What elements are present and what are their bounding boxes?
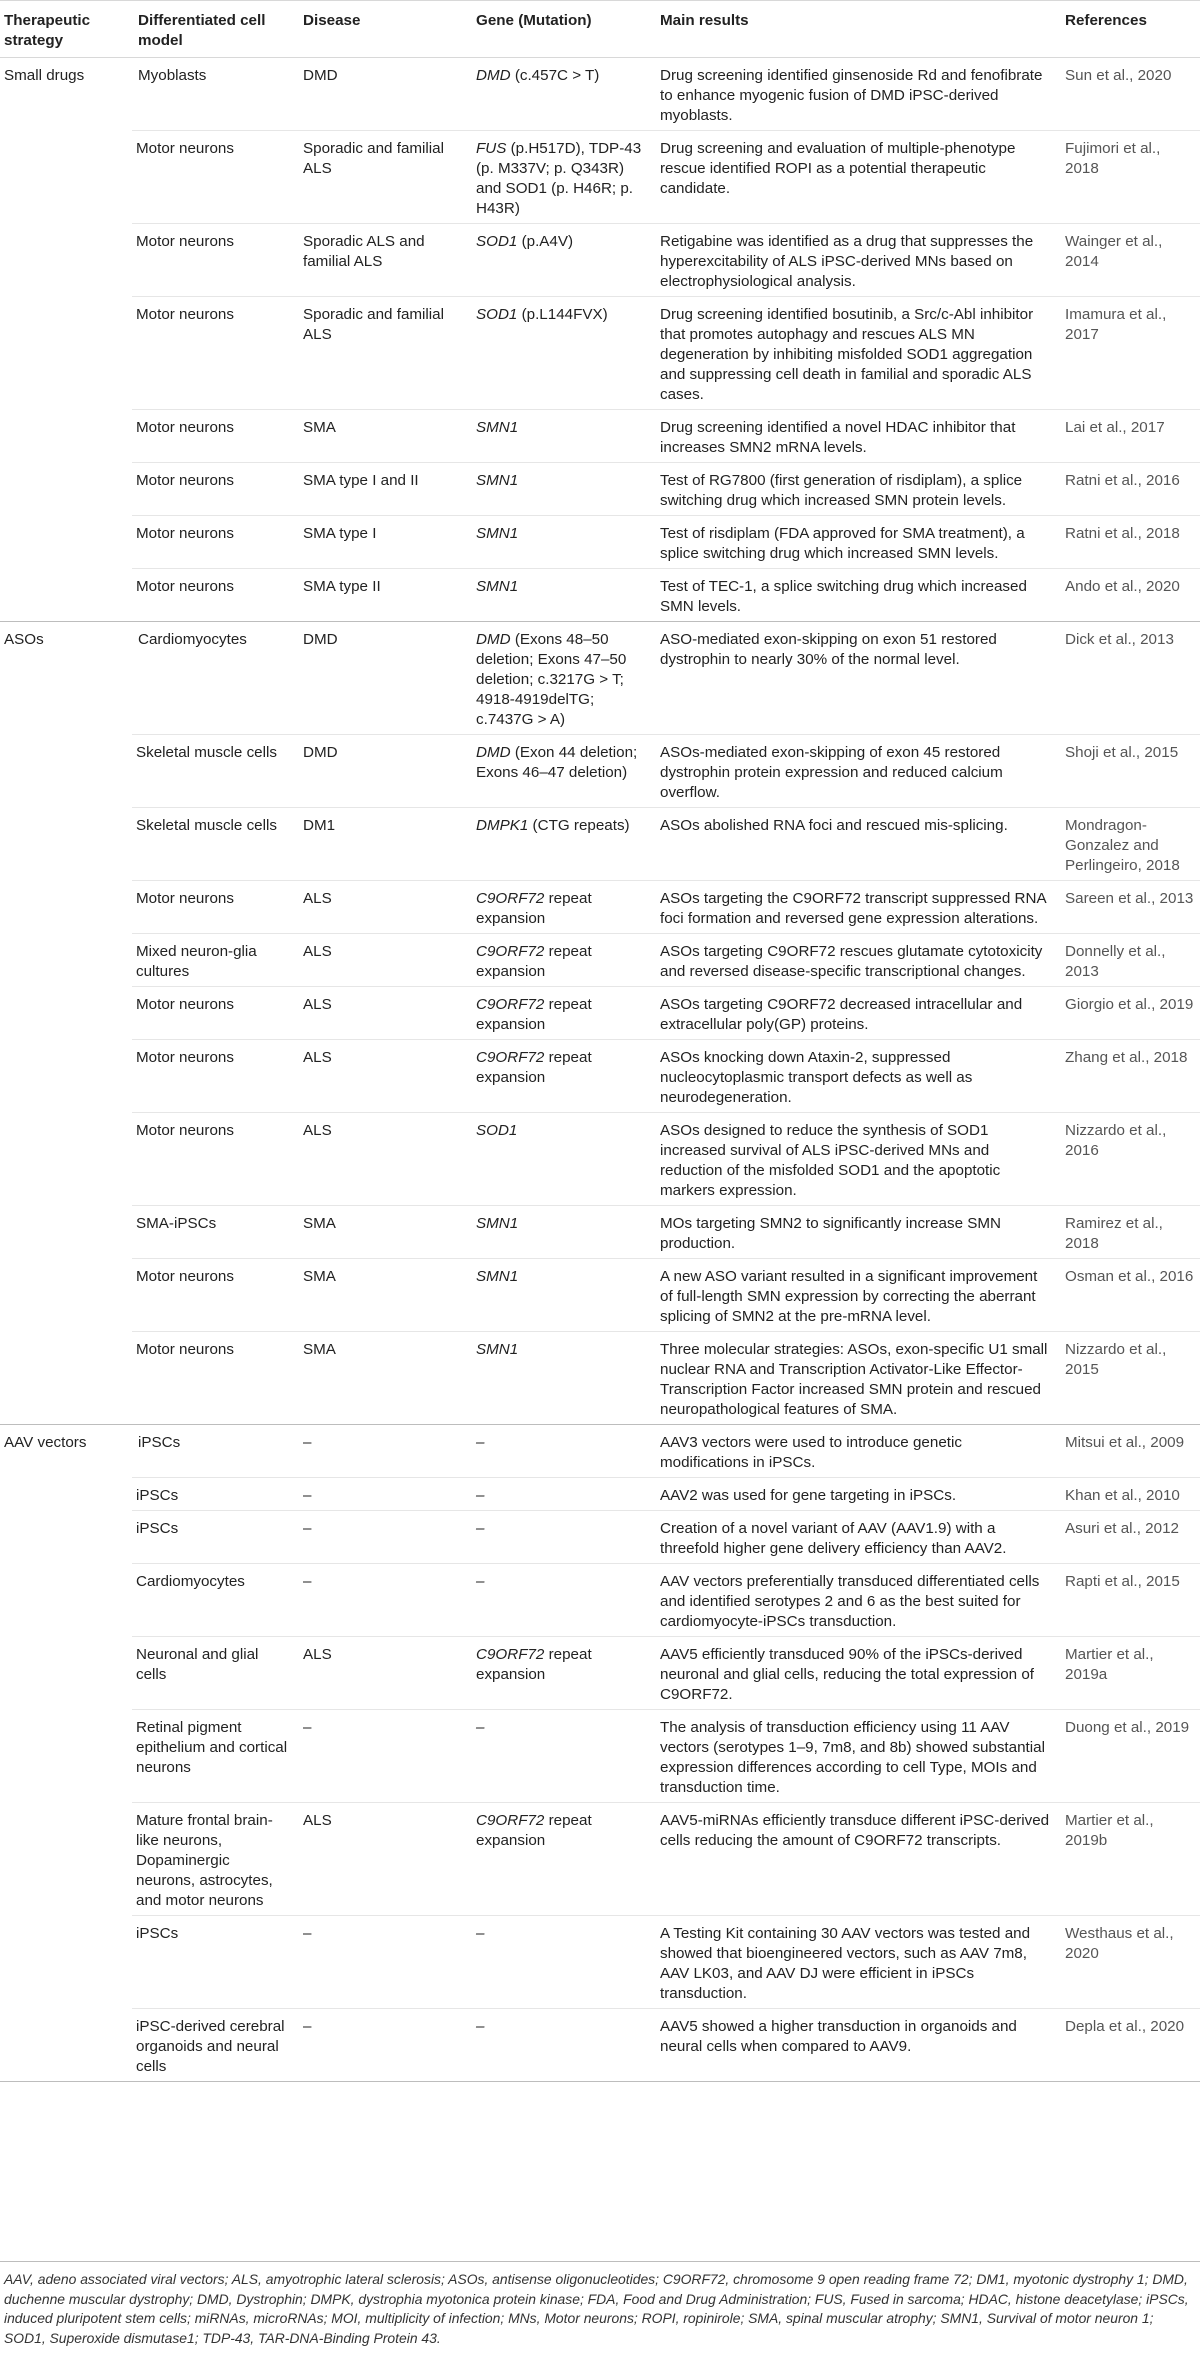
- cell-model-cell: Skeletal muscle cells: [132, 808, 297, 881]
- cell-model-cell: Motor neurons: [132, 1113, 297, 1206]
- result-cell: MOs targeting SMN2 to significantly increase SMN production.: [654, 1206, 1059, 1259]
- disease-cell: –: [297, 1564, 470, 1637]
- table-row: [0, 1040, 1200, 1113]
- gene-cell: [470, 410, 654, 463]
- reference-cell: Imamura et al., 2017: [1059, 297, 1200, 410]
- gene-mutation: repeat expansion: [476, 1646, 592, 1683]
- disease-cell: DMD: [297, 58, 470, 131]
- gene-cell: [470, 1113, 654, 1206]
- gene-name: C9ORF72: [476, 943, 545, 960]
- gene-name: C9ORF72: [476, 1646, 545, 1663]
- header-results: Main results: [654, 1, 1059, 58]
- gene-cell: [470, 569, 654, 622]
- gene-cell: [470, 516, 654, 569]
- table-footnote: AAV, adeno associated viral vectors; ALS, amyotrophic lateral sclerosis; ASOs, antisense oligonucleotides; C9ORF72, chromosome 9 open reading frame 72; DM1, myotonic dystrophy 1; DMD, duchenne muscular dystrophy; DMD, Dystrophin; DMPK, dystrophia myotonica protein kinase; FDA, Food and Drug Administration; FUS, Fused in sarcoma; HDAC, histone deacetylase; iPSCs, induced pluripotent stem cells; miRNAs, microRNAs; MOI, multiplicity of infection; MNs, Motor neurons; ROPI, ropinirole; SMA, spinal muscular atrophy; SMN1, Survival of motor neuron 1; SOD1, Superoxide dismutase1; TDP-43, TAR-DNA-Binding Protein 43.: [0, 2261, 1200, 2348]
- cell-model-cell: Motor neurons: [132, 987, 297, 1040]
- cell-model-cell: Motor neurons: [132, 410, 297, 463]
- disease-cell: ALS: [297, 987, 470, 1040]
- result-cell: A Testing Kit containing 30 AAV vectors was tested and showed that bioengineered vectors, such as AAV 7m8, AAV LK03, and AAV DJ were efficient in iPSCs transduction.: [654, 1916, 1059, 2009]
- reference-cell: Sun et al., 2020: [1059, 58, 1200, 131]
- gene-name: SMN1: [476, 1268, 519, 1285]
- reference-cell: Ando et al., 2020: [1059, 569, 1200, 622]
- reference-cell: Nizzardo et al., 2016: [1059, 1113, 1200, 1206]
- cell-model-cell: Cardiomyocytes: [132, 622, 297, 735]
- gene-mutation: repeat expansion: [476, 1049, 592, 1086]
- result-cell: Creation of a novel variant of AAV (AAV1.9) with a threefold higher gene delivery efficiency than AAV2.: [654, 1511, 1059, 1564]
- cell-model-cell: Motor neurons: [132, 516, 297, 569]
- gene-mutation: repeat expansion: [476, 890, 592, 927]
- reference-cell: Ramirez et al., 2018: [1059, 1206, 1200, 1259]
- cell-model-cell: SMA-iPSCs: [132, 1206, 297, 1259]
- gene-cell: [470, 987, 654, 1040]
- gene-name: C9ORF72: [476, 996, 545, 1013]
- gene-name: –: [476, 1487, 485, 1504]
- header-references: References: [1059, 1, 1200, 58]
- reference-cell: Martier et al., 2019a: [1059, 1637, 1200, 1710]
- result-cell: Drug screening and evaluation of multiple-phenotype rescue identified ROPI as a potential therapeutic candidate.: [654, 131, 1059, 224]
- header-cell-model: Differentiated cell model: [132, 1, 297, 58]
- result-cell: Three molecular strategies: ASOs, exon-specific U1 small nuclear RNA and Transcription Activator-Like Effector-Transcription Factor increased SMN protein and rescued neuropathological features of SMA.: [654, 1332, 1059, 1425]
- table-row: [0, 131, 1200, 224]
- gene-name: DMD: [476, 744, 511, 761]
- gene-name: DMD: [476, 67, 511, 84]
- disease-cell: –: [297, 1425, 470, 1478]
- table-row: [0, 808, 1200, 881]
- reference-cell: Depla et al., 2020: [1059, 2009, 1200, 2082]
- result-cell: AAV5-miRNAs efficiently transduce different iPSC-derived cells reducing the amount of C9ORF72 transcripts.: [654, 1803, 1059, 1916]
- gene-mutation: (p.H517D), TDP-43 (p. M337V; p. Q343R) and SOD1 (p. H46R; p. H43R): [476, 140, 642, 217]
- table-row: [0, 1511, 1200, 1564]
- gene-cell: [470, 881, 654, 934]
- disease-cell: ALS: [297, 1040, 470, 1113]
- gene-name: –: [476, 1520, 485, 1537]
- gene-cell: [470, 131, 654, 224]
- gene-mutation: repeat expansion: [476, 996, 592, 1033]
- gene-cell: [470, 1803, 654, 1916]
- disease-cell: SMA type II: [297, 569, 470, 622]
- gene-name: C9ORF72: [476, 1049, 545, 1066]
- result-cell: AAV5 efficiently transduced 90% of the iPSCs-derived neuronal and glial cells, reducing the total expression of C9ORF72.: [654, 1637, 1059, 1710]
- gene-cell: [470, 463, 654, 516]
- disease-cell: –: [297, 1511, 470, 1564]
- disease-cell: –: [297, 1916, 470, 2009]
- gene-cell: [470, 808, 654, 881]
- table-row: [0, 297, 1200, 410]
- reference-cell: Dick et al., 2013: [1059, 622, 1200, 735]
- cell-model-cell: Skeletal muscle cells: [132, 735, 297, 808]
- disease-cell: SMA: [297, 1332, 470, 1425]
- cell-model-cell: Motor neurons: [132, 297, 297, 410]
- result-cell: ASOs targeting the C9ORF72 transcript suppressed RNA foci formation and reversed gene expression alterations.: [654, 881, 1059, 934]
- gene-name: SMN1: [476, 525, 519, 542]
- reference-cell: Rapti et al., 2015: [1059, 1564, 1200, 1637]
- gene-mutation: repeat expansion: [476, 1812, 592, 1849]
- gene-mutation: repeat expansion: [476, 943, 592, 980]
- cell-model-cell: Mature frontal brain-like neurons, Dopaminergic neurons, astrocytes, and motor neurons: [132, 1803, 297, 1916]
- header-strategy: Therapeutic strategy: [0, 1, 132, 58]
- result-cell: A new ASO variant resulted in a significant improvement of full-length SMN expression by correcting the aberrant splicing of SMN2 at the pre-mRNA level.: [654, 1259, 1059, 1332]
- gene-cell: [470, 58, 654, 131]
- gene-mutation: (p.L144FVX): [517, 306, 608, 323]
- gene-name: SOD1: [476, 233, 518, 250]
- table-row: [0, 1425, 1200, 1478]
- gene-cell: [470, 1478, 654, 1511]
- cell-model-cell: Motor neurons: [132, 131, 297, 224]
- table-row: [0, 2009, 1200, 2082]
- gene-name: C9ORF72: [476, 1812, 545, 1829]
- table-row: [0, 1803, 1200, 1916]
- table-row: [0, 1113, 1200, 1206]
- gene-cell: [470, 1916, 654, 2009]
- table-row: [0, 463, 1200, 516]
- header-disease: Disease: [297, 1, 470, 58]
- table-row: [0, 934, 1200, 987]
- reference-cell: Duong et al., 2019: [1059, 1710, 1200, 1803]
- table-row: [0, 987, 1200, 1040]
- table-row: [0, 1637, 1200, 1710]
- result-cell: Test of risdiplam (FDA approved for SMA treatment), a splice switching drug which increased SMN levels.: [654, 516, 1059, 569]
- table-row: [0, 881, 1200, 934]
- result-cell: Test of TEC-1, a splice switching drug which increased SMN levels.: [654, 569, 1059, 622]
- disease-cell: DM1: [297, 808, 470, 881]
- cell-model-cell: Motor neurons: [132, 224, 297, 297]
- cell-model-cell: Motor neurons: [132, 881, 297, 934]
- cell-model-cell: Motor neurons: [132, 569, 297, 622]
- table-row: [0, 58, 1200, 131]
- result-cell: Drug screening identified a novel HDAC inhibitor that increases SMN2 mRNA levels.: [654, 410, 1059, 463]
- cell-model-cell: iPSCs: [132, 1425, 297, 1478]
- gene-name: FUS: [476, 140, 507, 157]
- cell-model-cell: Myoblasts: [132, 58, 297, 131]
- disease-cell: SMA type I and II: [297, 463, 470, 516]
- disease-cell: ALS: [297, 881, 470, 934]
- table-row: [0, 1332, 1200, 1425]
- cell-model-cell: iPSCs: [132, 1511, 297, 1564]
- disease-cell: DMD: [297, 735, 470, 808]
- gene-cell: [470, 297, 654, 410]
- result-cell: AAV3 vectors were used to introduce genetic modifications in iPSCs.: [654, 1425, 1059, 1478]
- gene-cell: [470, 1040, 654, 1113]
- gene-name: SMN1: [476, 578, 519, 595]
- disease-cell: SMA type I: [297, 516, 470, 569]
- disease-cell: Sporadic and familial ALS: [297, 131, 470, 224]
- gene-cell: [470, 735, 654, 808]
- result-cell: ASOs designed to reduce the synthesis of SOD1 increased survival of ALS iPSC-derived MNs and reduction of the misfolded SOD1 and the apoptotic markers expression.: [654, 1113, 1059, 1206]
- gene-name: C9ORF72: [476, 890, 545, 907]
- gene-cell: [470, 1637, 654, 1710]
- gene-cell: [470, 622, 654, 735]
- cell-model-cell: iPSCs: [132, 1916, 297, 2009]
- gene-name: DMPK1: [476, 817, 529, 834]
- gene-name: SMN1: [476, 419, 519, 436]
- reference-cell: Fujimori et al., 2018: [1059, 131, 1200, 224]
- table-row: [0, 1478, 1200, 1511]
- result-cell: AAV2 was used for gene targeting in iPSCs.: [654, 1478, 1059, 1511]
- table-row: [0, 1916, 1200, 2009]
- strategy-cell: AAV vectors: [0, 1425, 132, 2082]
- disease-cell: –: [297, 1710, 470, 1803]
- table-row: [0, 1206, 1200, 1259]
- gene-mutation: (Exons 48–50 deletion; Exons 47–50 deletion; c.3217G > T; 4918-4919delTG; c.7437G > A): [476, 631, 627, 728]
- result-cell: ASOs targeting C9ORF72 rescues glutamate cytotoxicity and reversed disease-specific transcriptional changes.: [654, 934, 1059, 987]
- disease-cell: –: [297, 1478, 470, 1511]
- gene-cell: [470, 1710, 654, 1803]
- cell-model-cell: Cardiomyocytes: [132, 1564, 297, 1637]
- result-cell: AAV5 showed a higher transduction in organoids and neural cells when compared to AAV9.: [654, 2009, 1059, 2082]
- disease-cell: ALS: [297, 1113, 470, 1206]
- strategy-cell: Small drugs: [0, 58, 132, 622]
- gene-mutation: (CTG repeats): [528, 817, 630, 834]
- result-cell: ASOs targeting C9ORF72 decreased intracellular and extracellular poly(GP) proteins.: [654, 987, 1059, 1040]
- disease-cell: ALS: [297, 934, 470, 987]
- gene-name: –: [476, 1434, 485, 1451]
- table-body: [0, 58, 1200, 2082]
- gene-name: SOD1: [476, 1122, 518, 1139]
- table-row: [0, 735, 1200, 808]
- gene-cell: [470, 1425, 654, 1478]
- gene-cell: [470, 1511, 654, 1564]
- gene-name: SOD1: [476, 306, 518, 323]
- cell-model-cell: Motor neurons: [132, 1259, 297, 1332]
- disease-cell: –: [297, 2009, 470, 2082]
- disease-cell: ALS: [297, 1803, 470, 1916]
- table-row: [0, 1259, 1200, 1332]
- gene-mutation: (p.A4V): [517, 233, 574, 250]
- cell-model-cell: Motor neurons: [132, 463, 297, 516]
- cell-model-cell: Mixed neuron-glia cultures: [132, 934, 297, 987]
- gene-name: –: [476, 1573, 485, 1590]
- disease-cell: Sporadic ALS and familial ALS: [297, 224, 470, 297]
- reference-cell: Sareen et al., 2013: [1059, 881, 1200, 934]
- reference-cell: Giorgio et al., 2019: [1059, 987, 1200, 1040]
- reference-cell: Donnelly et al., 2013: [1059, 934, 1200, 987]
- gene-mutation: (c.457C > T): [510, 67, 600, 84]
- cell-model-cell: Motor neurons: [132, 1040, 297, 1113]
- disease-cell: ALS: [297, 1637, 470, 1710]
- reference-cell: Westhaus et al., 2020: [1059, 1916, 1200, 2009]
- gene-name: SMN1: [476, 1215, 519, 1232]
- cell-model-cell: iPSC-derived cerebral organoids and neural cells: [132, 2009, 297, 2082]
- gene-mutation: (Exon 44 deletion; Exons 46–47 deletion): [476, 744, 638, 781]
- reference-cell: Khan et al., 2010: [1059, 1478, 1200, 1511]
- reference-cell: Asuri et al., 2012: [1059, 1511, 1200, 1564]
- result-cell: Drug screening identified bosutinib, a Src/c-Abl inhibitor that promotes autophagy and rescues ALS MN degeneration by inhibiting misfolded SOD1 aggregation and suppressing cell death in familial and sporadic ALS cases.: [654, 297, 1059, 410]
- reference-cell: Martier et al., 2019b: [1059, 1803, 1200, 1916]
- result-cell: ASOs-mediated exon-skipping of exon 45 restored dystrophin protein expression and reduced calcium overflow.: [654, 735, 1059, 808]
- gene-cell: [470, 1564, 654, 1637]
- gene-name: DMD: [476, 631, 511, 648]
- table-row: [0, 410, 1200, 463]
- disease-cell: SMA: [297, 410, 470, 463]
- table-row: [0, 622, 1200, 735]
- table-row: [0, 1564, 1200, 1637]
- gene-name: –: [476, 1719, 485, 1736]
- result-cell: Retigabine was identified as a drug that suppresses the hyperexcitability of ALS iPSC-derived MNs based on electrophysiological analysis.: [654, 224, 1059, 297]
- result-cell: Drug screening identified ginsenoside Rd and fenofibrate to enhance myogenic fusion of DMD iPSC-derived myoblasts.: [654, 58, 1059, 131]
- gene-cell: [470, 1259, 654, 1332]
- cell-model-cell: Retinal pigment epithelium and cortical neurons: [132, 1710, 297, 1803]
- table-row: [0, 224, 1200, 297]
- gene-name: –: [476, 2018, 485, 2035]
- result-cell: ASOs knocking down Ataxin-2, suppressed nucleocytoplasmic transport defects as well as neurodegeneration.: [654, 1040, 1059, 1113]
- reference-cell: Lai et al., 2017: [1059, 410, 1200, 463]
- reference-cell: Nizzardo et al., 2015: [1059, 1332, 1200, 1425]
- gene-name: SMN1: [476, 472, 519, 489]
- reference-cell: Osman et al., 2016: [1059, 1259, 1200, 1332]
- gene-name: SMN1: [476, 1341, 519, 1358]
- reference-cell: Mondragon-Gonzalez and Perlingeiro, 2018: [1059, 808, 1200, 881]
- result-cell: Test of RG7800 (first generation of risdiplam), a splice switching drug which increased SMN protein levels.: [654, 463, 1059, 516]
- cell-model-cell: Neuronal and glial cells: [132, 1637, 297, 1710]
- cell-model-cell: iPSCs: [132, 1478, 297, 1511]
- gene-cell: [470, 934, 654, 987]
- reference-cell: Mitsui et al., 2009: [1059, 1425, 1200, 1478]
- reference-cell: Wainger et al., 2014: [1059, 224, 1200, 297]
- reference-cell: Shoji et al., 2015: [1059, 735, 1200, 808]
- result-cell: The analysis of transduction efficiency using 11 AAV vectors (serotypes 1–9, 7m8, and 8b) showed substantial expression differences according to cell Type, MOIs and transduction time.: [654, 1710, 1059, 1803]
- reference-cell: Ratni et al., 2018: [1059, 516, 1200, 569]
- header-gene: Gene (Mutation): [470, 1, 654, 58]
- table-row: [0, 569, 1200, 622]
- gene-cell: [470, 224, 654, 297]
- gene-cell: [470, 1206, 654, 1259]
- gene-cell: [470, 1332, 654, 1425]
- reference-cell: Zhang et al., 2018: [1059, 1040, 1200, 1113]
- gene-cell: [470, 2009, 654, 2082]
- reference-cell: Ratni et al., 2016: [1059, 463, 1200, 516]
- table-row: [0, 516, 1200, 569]
- header-row: [0, 1, 1200, 58]
- result-cell: AAV vectors preferentially transduced differentiated cells and identified serotypes 2 and 6 as the best suited for cardiomyocyte-iPSCs transduction.: [654, 1564, 1059, 1637]
- result-cell: ASOs abolished RNA foci and rescued mis-splicing.: [654, 808, 1059, 881]
- disease-cell: SMA: [297, 1259, 470, 1332]
- result-cell: ASO-mediated exon-skipping on exon 51 restored dystrophin to nearly 30% of the normal level.: [654, 622, 1059, 735]
- strategy-cell: ASOs: [0, 622, 132, 1425]
- cell-model-cell: Motor neurons: [132, 1332, 297, 1425]
- disease-cell: SMA: [297, 1206, 470, 1259]
- gene-name: –: [476, 1925, 485, 1942]
- disease-cell: Sporadic and familial ALS: [297, 297, 470, 410]
- table-header: [0, 1, 1200, 58]
- disease-cell: DMD: [297, 622, 470, 735]
- table-row: [0, 1710, 1200, 1803]
